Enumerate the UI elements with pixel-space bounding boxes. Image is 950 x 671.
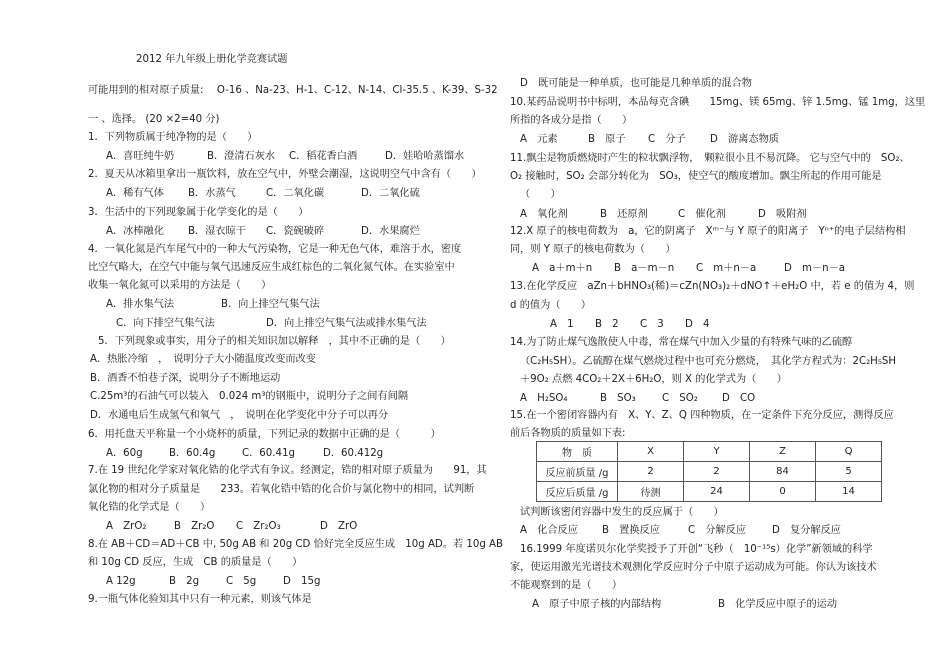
option-c: C．60.41g <box>242 448 295 459</box>
option-b: B Zr₂O <box>174 521 215 532</box>
question-3: 3．生活中的下列现象属于化学变化的是（ ） <box>88 207 309 218</box>
option-b: B SO₃ <box>600 393 636 404</box>
option-c: C．瓷碗破碎 <box>266 226 325 237</box>
question-7-line-1: 7.在 19 世纪化学家对氧化锆的化学式有争议。经测定，锆的相对原子质量为 91，其 <box>88 465 487 476</box>
option-a: A 12g <box>106 576 136 587</box>
question-5-option-a: A．热胀冷缩 ， 说明分子大小随温度改变而改变 <box>90 354 316 365</box>
question-4-line-3: 收集一氧化氮可以采用的方法是（ ） <box>88 280 272 291</box>
option-b: B 还原剂 <box>600 209 648 220</box>
option-a: A 化合反应 <box>520 525 578 536</box>
table-cell: 2 <box>618 462 684 482</box>
table-header-cell: 物 质 <box>537 442 618 462</box>
question-15-line-2: 前后各物质的质量如下表: <box>510 428 626 439</box>
table-cell: 5 <box>816 462 882 482</box>
option-b: B．水蒸气 <box>188 188 236 199</box>
option-d: D CO <box>722 393 756 404</box>
option-b: B．湿衣晾干 <box>188 226 246 237</box>
table-cell: 14 <box>816 482 882 502</box>
question-7-line-2: 氯化物的相对分子质量是 233。若氧化锆中锆的化合价与氯化物中的相同，试判断 <box>88 484 475 495</box>
option-b: B a－m－n <box>614 263 675 274</box>
question-5-option-c: C.25m³的石油气可以装入 0.024 m³的钢瓶中，说明分子之间有间隔 <box>90 391 409 402</box>
question-15-line-1: 15.在一个密闭容器内有 X、Y、Z、Q 四种物质，在一定条件下充分反应，测得反应 <box>510 410 894 421</box>
question-13-line-1: 13.在化学反应 aZn＋bHNO₃(稀)＝cZn(NO₃)₂＋dNO↑＋eH₂O 中，若 e 的值为 4，则 <box>510 281 915 292</box>
question-9-option-d: D 既可能是一种单质，也可能是几种单质的混合物 <box>520 78 752 89</box>
question-16-line-2: 家，使运用激光光谱技术观测化学反应时分子中原子运动成为可能。你认为该技术 <box>510 562 877 573</box>
option-a: A 原子中原子核的内部结构 <box>532 599 662 610</box>
option-b: B 原子 <box>588 134 626 145</box>
table-cell: 24 <box>684 482 750 502</box>
option-c: C 5g <box>226 576 257 587</box>
question-14-line-3: ＋9O₂ 点燃 4CO₂＋2X＋6H₂O，则 X 的化学式为（ ） <box>520 374 787 385</box>
option-d: D 15g <box>283 576 321 587</box>
question-11-line-3: （ ） <box>520 189 561 200</box>
question-12-line-2: 同，则 Y 原子的核电荷数为（ ） <box>510 244 676 255</box>
question-5-option-d: D．水通电后生成氢气和氧气 ， 说明在化学变化中分子可以再分 <box>90 410 389 421</box>
question-8-line-2: 和 10g CD 反应，生成 CB 的质量是（ ） <box>88 557 303 568</box>
table-header-cell: X <box>618 442 684 462</box>
table-header-cell: Y <box>684 442 750 462</box>
option-a: A．喜旺纯牛奶 <box>106 151 175 162</box>
exam-title: 2012 年九年级上册化学竞赛试题 <box>136 54 288 65</box>
option-c: C．向下排空气集气法 <box>116 318 215 329</box>
question-7-line-3: 氧化锆的化学式是（ ） <box>88 502 211 513</box>
question-5-option-b: B．酒香不怕巷子深，说明分子不断地运动 <box>90 373 281 384</box>
option-c: C 3 <box>640 319 664 330</box>
option-d: D 复分解反应 <box>772 525 841 536</box>
question-2: 2．夏天从冰箱里拿出一瓶饮料，放在空气中，外壁会潮湿，这说明空气中含有（ ） <box>88 169 482 180</box>
question-14-line-2: （C₂H₅SH）。乙硫醇在煤气燃烧过程中也可充分燃烧， 其化学方程式为：2C₂H₅SH <box>520 356 897 367</box>
table-cell: 反应前质量 /g <box>537 462 618 482</box>
option-d: D．向上排空气集气法或排水集气法 <box>266 318 427 329</box>
option-a: A a＋m＋n <box>532 263 593 274</box>
option-a: A．冰棒融化 <box>106 226 164 237</box>
table-cell: 0 <box>750 482 816 502</box>
question-4-line-2: 比空气略大，在空气中能与氧气迅速反应生成红棕色的二氧化氮气体。在实验室中 <box>88 262 455 273</box>
option-d: D m－n－a <box>784 263 846 274</box>
option-a: A．稀有气体 <box>106 188 164 199</box>
question-13-line-2: d 的值为（ ） <box>510 300 592 311</box>
option-a: A．60g <box>106 448 143 459</box>
question-1: 1．下列物质属于纯净物的是（ ） <box>88 132 258 143</box>
option-d: D 游离态物质 <box>710 134 779 145</box>
mass-table <box>536 441 882 502</box>
option-d: D ZrO <box>320 521 358 532</box>
question-5: 5．下列现象或事实，用分子的相关知识加以解释 ，其中不正确的是（ ） <box>98 336 451 347</box>
atomic-masses: 可能用到的相对原子质量: O-16 、Na-23、H-1、C-12、N-14、Cl-35.5 、K-39、S-32 <box>88 85 498 96</box>
table-cell: 反应后质量 /g <box>537 482 618 502</box>
option-b: B．向上排空气集气法 <box>221 299 320 310</box>
option-a: A 元素 <box>520 134 558 145</box>
option-d: D．二氧化硫 <box>361 188 420 199</box>
table-row <box>537 462 882 482</box>
question-11-line-1: 11.飘尘是物质燃烧时产生的粒状飘浮物， 颗粒很小且不易沉降。 它与空气中的 SO₂、 <box>510 153 910 164</box>
option-c: C Zr₂O₃ <box>236 521 281 532</box>
option-a: A H₂SO₄ <box>520 393 568 404</box>
question-15-line-3: 试判断该密闭容器中发生的反应属于（ ） <box>520 507 724 518</box>
option-c: C 分解反应 <box>688 525 747 536</box>
table-row <box>537 482 882 502</box>
option-b: B 置换反应 <box>602 525 660 536</box>
option-c: C m＋n－a <box>696 263 757 274</box>
question-6: 6．用托盘天平称量一个小烧杯的质量，下列记录的数据中正确的是（ ） <box>88 429 441 440</box>
option-c: C 分子 <box>648 134 686 145</box>
question-9: 9.一瓶气体化验知其中只有一种元素，则该气体是 <box>88 594 312 605</box>
section-heading: 一 、选择。 (20 ×2=40 分) <box>88 114 220 125</box>
question-11-line-2: O₂ 接触时，SO₂ 会部分转化为 SO₃，使空气的酸度增加。飘尘所起的作用可能是 <box>510 171 882 182</box>
table-header-cell: Z <box>750 442 816 462</box>
option-b: B 化学反应中原子的运动 <box>718 599 838 610</box>
option-b: B 2 <box>595 319 619 330</box>
option-d: D．60.412g <box>323 448 384 459</box>
option-a: A 1 <box>550 319 574 330</box>
question-8-line-1: 8.在 AB＋CD＝AD＋CB 中, 50g AB 和 20g CD 恰好完全反应生成 10g AD。若 10g AB <box>88 539 504 550</box>
option-a: A 氧化剂 <box>520 209 568 220</box>
option-c: C 催化剂 <box>678 209 726 220</box>
question-10-line-1: 10.某药品说明书中标明，本品每克含碘 15mg、镁 65mg、锌 1.5mg、锰 1mg，这里 <box>510 97 926 108</box>
option-d: D 4 <box>685 319 710 330</box>
table-header-row <box>537 442 882 462</box>
table-cell: 待测 <box>618 482 684 502</box>
option-c: C．二氧化碳 <box>266 188 325 199</box>
option-a: A ZrO₂ <box>106 521 147 532</box>
option-c: C．稻花香白酒 <box>289 151 358 162</box>
question-4-line-1: 4．一氧化氮是汽车尾气中的一种大气污染物，它是一种无色气体，难溶于水，密度 <box>88 244 462 255</box>
table-cell: 84 <box>750 462 816 482</box>
option-b: B 2g <box>169 576 200 587</box>
question-12-line-1: 12.X 原子的核电荷数为 a，它的阴离子 Xᵐ⁻与 Y 原子的阳离子 Yⁿ⁺的电子层结构相 <box>510 226 906 237</box>
option-d: D．水果腐烂 <box>361 226 420 237</box>
option-a: A．排水集气法 <box>106 299 175 310</box>
option-b: B．澄清石灰水 <box>207 151 276 162</box>
option-c: C SO₂ <box>662 393 698 404</box>
question-16-line-1: 16.1999 年度诺贝尔化学奖授予了开创“飞秒（ 10⁻¹⁵s）化学”新领域的科学 <box>520 544 873 555</box>
question-14-line-1: 14.为了防止煤气逸散使人中毒，常在煤气中加入少量的有特殊气味的乙硫醇 <box>510 337 853 348</box>
option-b: B．60.4g <box>169 448 216 459</box>
question-16-line-3: 不能观察到的是（ ） <box>510 580 623 591</box>
table-header-cell: Q <box>816 442 882 462</box>
table-cell: 2 <box>684 462 750 482</box>
question-10-line-2: 所指的各成分是指（ ） <box>510 115 633 126</box>
option-d: D 吸附剂 <box>758 209 807 220</box>
option-d: D．娃哈哈蒸馏水 <box>385 151 465 162</box>
